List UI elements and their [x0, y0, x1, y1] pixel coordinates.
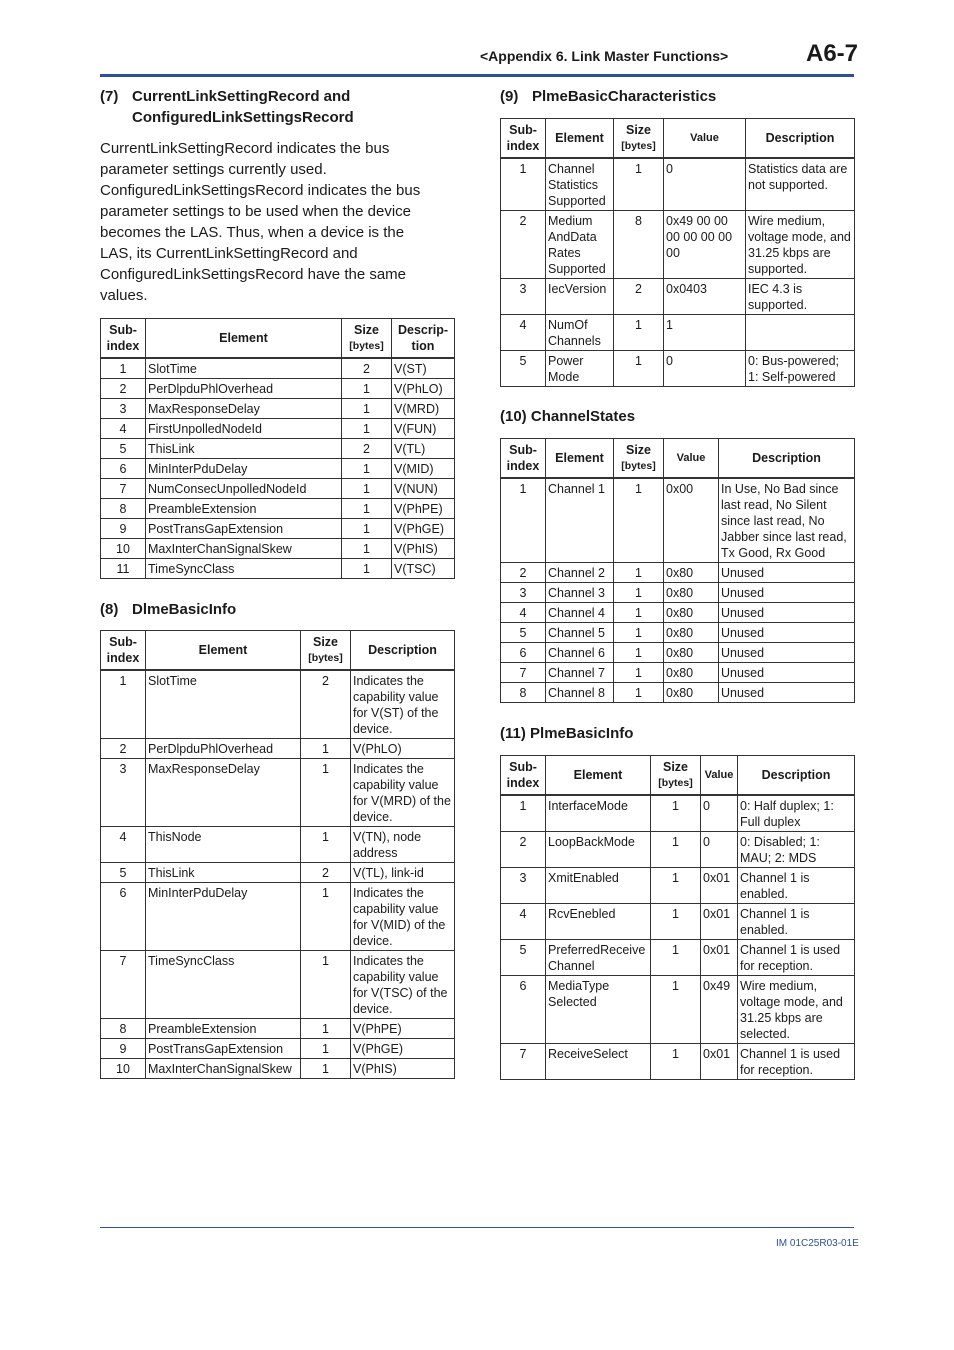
table-row — [501, 583, 855, 603]
table-row — [101, 739, 455, 759]
table-cell: Channel Statistics Supported — [546, 158, 614, 211]
table-cell: 6 — [101, 883, 146, 951]
table-cell: SlotTime — [146, 670, 301, 739]
table-cell: 1 — [651, 940, 701, 976]
table-cell: Indicates the capability value for V(ST) of the device. — [351, 670, 455, 739]
table-cell: PerDlpduPhlOverhead — [146, 379, 342, 399]
table-cell: 2 — [101, 739, 146, 759]
table-cell: V(PhPE) — [351, 1019, 455, 1039]
header-size: Size [bytes] — [342, 319, 392, 359]
table-cell: 1 — [301, 1019, 351, 1039]
table-row — [501, 940, 855, 976]
table-cell: V(TN), node address — [351, 827, 455, 863]
table-cell: 1 — [651, 868, 701, 904]
table-cell: TimeSyncClass — [146, 559, 342, 579]
table-cell: Channel 2 — [546, 563, 614, 583]
table-row — [101, 399, 455, 419]
header-value: Value — [664, 119, 746, 159]
section-title: PlmeBasicCharacteristics — [532, 88, 717, 105]
table-cell: 8 — [101, 499, 146, 519]
table-cell: 0x80 — [664, 583, 719, 603]
table-cell: 9 — [101, 519, 146, 539]
table-cell: Unused — [719, 603, 855, 623]
table-row — [501, 211, 855, 279]
table-cell: PreambleExtension — [146, 1019, 301, 1039]
table-cell: Unused — [719, 563, 855, 583]
header-description: Description — [738, 756, 855, 796]
header-subindex: Sub- index — [101, 319, 146, 359]
table-row — [501, 868, 855, 904]
table-cell: 3 — [501, 868, 546, 904]
header-element: Element — [146, 631, 301, 671]
table-row — [101, 379, 455, 399]
table-cell: 9 — [101, 1039, 146, 1059]
table-cell: 0: Disabled; 1: MAU; 2: MDS — [738, 832, 855, 868]
table-cell: 5 — [501, 940, 546, 976]
right-column — [500, 86, 855, 1080]
table-row — [101, 1019, 455, 1039]
header-element: Element — [546, 756, 651, 796]
table-cell: Unused — [719, 683, 855, 703]
table-cell: 1 — [614, 315, 664, 351]
table-plme-basic-characteristics — [500, 118, 855, 387]
table-cell: IecVersion — [546, 279, 614, 315]
table-cell: 6 — [101, 459, 146, 479]
table-cell: Channel 3 — [546, 583, 614, 603]
table-cell: 1 — [614, 643, 664, 663]
table-cell: 1 — [342, 519, 392, 539]
table-cell: V(NUN) — [392, 479, 455, 499]
table-cell: TimeSyncClass — [146, 951, 301, 1019]
table-cell: 1 — [301, 739, 351, 759]
header-element: Element — [146, 319, 342, 359]
table-cell: 1 — [501, 478, 546, 563]
section-number: (8) — [100, 601, 119, 618]
table-cell: 1 — [651, 1044, 701, 1080]
table-cell: 4 — [501, 315, 546, 351]
section-title: (10) ChannelStates — [500, 408, 636, 425]
table-cell: 1 — [501, 158, 546, 211]
table-header-row — [101, 319, 455, 359]
table-cell: 11 — [101, 559, 146, 579]
table-cell: 0x80 — [664, 603, 719, 623]
table-row — [101, 419, 455, 439]
header-value: Value — [701, 756, 738, 796]
table-row — [501, 623, 855, 643]
header-subindex: Sub- index — [101, 631, 146, 671]
table-cell: 1 — [664, 315, 746, 351]
table-cell: Channel 1 — [546, 478, 614, 563]
table-cell: Channel 1 is used for reception. — [738, 1044, 855, 1080]
table-cell: IEC 4.3 is supported. — [746, 279, 855, 315]
table-cell: Unused — [719, 623, 855, 643]
table-row — [501, 832, 855, 868]
table-cell: 1 — [301, 1039, 351, 1059]
table-cell: 3 — [101, 399, 146, 419]
table-cell: NumOf Channels — [546, 315, 614, 351]
table-cell: 1 — [651, 976, 701, 1044]
table-cell: 1 — [301, 759, 351, 827]
table-cell: 0: Bus-powered; 1: Self-powered — [746, 351, 855, 387]
table-row — [101, 1059, 455, 1079]
table-cell: 7 — [101, 479, 146, 499]
table-row — [101, 883, 455, 951]
header-subindex: Sub- index — [501, 119, 546, 159]
table-cell: 0x80 — [664, 623, 719, 643]
section-number: (9) — [500, 88, 519, 105]
table-cell: 7 — [501, 1044, 546, 1080]
table-row — [501, 1044, 855, 1080]
table-cell: 0 — [701, 795, 738, 832]
table-row — [101, 358, 455, 379]
table-cell: 0x80 — [664, 683, 719, 703]
running-header: <Appendix 6. Link Master Functions> — [480, 48, 729, 64]
table-cell: 3 — [501, 583, 546, 603]
table-cell: 1 — [301, 951, 351, 1019]
table-cell: V(PhGE) — [351, 1039, 455, 1059]
table-cell: 1 — [614, 158, 664, 211]
table-cell: PreferredReceive Channel — [546, 940, 651, 976]
table-cell: 1 — [342, 399, 392, 419]
table-cell: 1 — [101, 358, 146, 379]
section-number: (7) — [100, 88, 119, 105]
table-row — [501, 478, 855, 563]
table-cell: SlotTime — [146, 358, 342, 379]
table-cell: 1 — [614, 563, 664, 583]
table-row — [101, 519, 455, 539]
section-10-heading — [500, 406, 855, 427]
table-cell: 2 — [342, 439, 392, 459]
table-row — [501, 663, 855, 683]
table-cell: PostTransGapExtension — [146, 519, 342, 539]
table-cell: ReceiveSelect — [546, 1044, 651, 1080]
table-cell: 4 — [501, 603, 546, 623]
table-row — [101, 670, 455, 739]
table-row — [501, 603, 855, 623]
table-cell — [746, 315, 855, 351]
table-cell: 1 — [614, 683, 664, 703]
header-element: Element — [546, 119, 614, 159]
header-description: Description — [746, 119, 855, 159]
table-cell: MediaType Selected — [546, 976, 651, 1044]
table-row — [501, 563, 855, 583]
table-cell: 1 — [342, 459, 392, 479]
table-header-row — [501, 439, 855, 479]
table-cell: 1 — [301, 883, 351, 951]
table-cell: Channel 1 is enabled. — [738, 868, 855, 904]
table-row — [101, 459, 455, 479]
table-row — [501, 976, 855, 1044]
table-row — [101, 539, 455, 559]
table-cell: PreambleExtension — [146, 499, 342, 519]
table-row — [101, 863, 455, 883]
table-cell: RcvEnebled — [546, 904, 651, 940]
table-cell: 1 — [614, 663, 664, 683]
table-cell: 0x01 — [701, 868, 738, 904]
table-cell: 1 — [651, 795, 701, 832]
table-cell: 8 — [614, 211, 664, 279]
table-cell: 0x01 — [701, 940, 738, 976]
table-cell: XmitEnabled — [546, 868, 651, 904]
table-cell: 0x01 — [701, 904, 738, 940]
table-cell: 3 — [501, 279, 546, 315]
table-cell: Unused — [719, 663, 855, 683]
table-cell: 2 — [342, 358, 392, 379]
header-description: Description — [719, 439, 855, 479]
table-cell: 0x49 — [701, 976, 738, 1044]
table-cell: 1 — [342, 499, 392, 519]
table-cell: Wire medium, voltage mode, and 31.25 kbps are selected. — [738, 976, 855, 1044]
table-cell: 1 — [614, 603, 664, 623]
table-cell: Indicates the capability value for V(TSC) of the device. — [351, 951, 455, 1019]
header-subindex: Sub- index — [501, 439, 546, 479]
table-cell: V(FUN) — [392, 419, 455, 439]
table-cell: 0 — [664, 158, 746, 211]
table-cell: Unused — [719, 643, 855, 663]
table-cell: PostTransGapExtension — [146, 1039, 301, 1059]
header-element: Element — [546, 439, 614, 479]
header-size: Size [bytes] — [301, 631, 351, 671]
table-cell: NumConsecUnpolledNodeId — [146, 479, 342, 499]
section-8-heading — [100, 599, 455, 620]
table-cell: 0x80 — [664, 643, 719, 663]
table-cell: Unused — [719, 583, 855, 603]
table-cell: 0x80 — [664, 663, 719, 683]
table-cell: MaxInterChanSignalSkew — [146, 1059, 301, 1079]
page-number: A6-7 — [806, 40, 859, 67]
header-size: Size [bytes] — [614, 119, 664, 159]
table-cell: 8 — [501, 683, 546, 703]
table-cell: Channel 1 is enabled. — [738, 904, 855, 940]
table-channel-states — [500, 438, 855, 703]
header-value: Value — [664, 439, 719, 479]
table-cell: PerDlpduPhlOverhead — [146, 739, 301, 759]
table-cell: 10 — [101, 539, 146, 559]
table-cell: 4 — [101, 827, 146, 863]
table-cell: 2 — [101, 379, 146, 399]
table-cell: Wire medium, voltage mode, and 31.25 kbps are supported. — [746, 211, 855, 279]
table-row — [501, 158, 855, 211]
table-row — [501, 683, 855, 703]
table-row — [501, 315, 855, 351]
table-cell: 3 — [101, 759, 146, 827]
table-cell: 2 — [301, 670, 351, 739]
table-cell: 1 — [651, 904, 701, 940]
table-cell: Indicates the capability value for V(MID) of the device. — [351, 883, 455, 951]
table-cell: MaxResponseDelay — [146, 399, 342, 419]
table-cell: 0 — [664, 351, 746, 387]
table-cell: 1 — [651, 832, 701, 868]
table-row — [501, 904, 855, 940]
table-cell: 1 — [501, 795, 546, 832]
table-cell: 0x80 — [664, 563, 719, 583]
table-cell: 1 — [342, 539, 392, 559]
table-cell: 7 — [101, 951, 146, 1019]
table-header-row — [101, 631, 455, 671]
footer-rule — [100, 1227, 854, 1228]
table-cell: V(MID) — [392, 459, 455, 479]
table-cell: 2 — [301, 863, 351, 883]
table-cell: Channel 6 — [546, 643, 614, 663]
table-cell: 7 — [501, 663, 546, 683]
table-cell: LoopBackMode — [546, 832, 651, 868]
table-cell: MaxResponseDelay — [146, 759, 301, 827]
header-size: Size [bytes] — [651, 756, 701, 796]
table-cell: Channel 7 — [546, 663, 614, 683]
table-cell: 1 — [342, 559, 392, 579]
table-cell: 8 — [101, 1019, 146, 1039]
table-cell: 6 — [501, 643, 546, 663]
section-11-heading — [500, 723, 855, 744]
table-cell: 5 — [501, 623, 546, 643]
table-cell: 0x0403 — [664, 279, 746, 315]
table-cell: V(MRD) — [392, 399, 455, 419]
table-cell: 4 — [501, 904, 546, 940]
table-cell: MinInterPduDelay — [146, 459, 342, 479]
table-cell: 2 — [501, 832, 546, 868]
table-cell: 4 — [101, 419, 146, 439]
table-cell: 1 — [614, 478, 664, 563]
table-cell: V(ST) — [392, 358, 455, 379]
table-cell: V(TSC) — [392, 559, 455, 579]
table-cell: MinInterPduDelay — [146, 883, 301, 951]
section-7-paragraph: CurrentLinkSettingRecord indicates the bus parameter settings currently used. ConfiguredLinkSettingsRecord indicates the bus parameter settings to be used when the device becomes the LAS. Thus, when a device is the LAS, its CurrentLinkSettingRecord and ConfiguredLinkSettingsRecord have the same values. — [100, 140, 421, 304]
table-cell: 0x49 00 00 00 00 00 00 00 — [664, 211, 746, 279]
section-9-heading — [500, 86, 855, 107]
table-cell: 0: Half duplex; 1: Full duplex — [738, 795, 855, 832]
table-cell: V(PhLO) — [392, 379, 455, 399]
table-cell: 1 — [342, 419, 392, 439]
table-cell: 0 — [701, 832, 738, 868]
table-cell: 1 — [301, 1059, 351, 1079]
table-plme-basic-info — [500, 755, 855, 1080]
table-header-row — [501, 756, 855, 796]
table-cell: 1 — [614, 351, 664, 387]
table-row — [101, 479, 455, 499]
table-cell: 6 — [501, 976, 546, 1044]
table-row — [501, 279, 855, 315]
table-cell: 2 — [501, 563, 546, 583]
table-cell: 1 — [101, 670, 146, 739]
table-row — [101, 759, 455, 827]
document-id: IM 01C25R03-01E — [776, 1238, 859, 1249]
table-cell: 1 — [342, 379, 392, 399]
table-cell: 1 — [614, 623, 664, 643]
table-cell: Statistics data are not supported. — [746, 158, 855, 211]
table-cell: 1 — [342, 479, 392, 499]
table-cell: FirstUnpolledNodeId — [146, 419, 342, 439]
table-cell: 5 — [501, 351, 546, 387]
table-row — [501, 643, 855, 663]
table-cell: 1 — [614, 583, 664, 603]
table-link-setting-record — [100, 318, 455, 579]
header-description: Description — [351, 631, 455, 671]
header-rule — [100, 74, 854, 77]
table-row — [101, 827, 455, 863]
table-cell: 5 — [101, 863, 146, 883]
table-cell: 1 — [301, 827, 351, 863]
section-7-heading — [100, 86, 455, 128]
table-dlme-basic-info — [100, 630, 455, 1079]
table-row — [101, 439, 455, 459]
table-cell: 0x01 — [701, 1044, 738, 1080]
table-cell: Channel 8 — [546, 683, 614, 703]
table-cell: Indicates the capability value for V(MRD) of the device. — [351, 759, 455, 827]
table-cell: Medium AndData Rates Supported — [546, 211, 614, 279]
table-cell: V(PhIS) — [392, 539, 455, 559]
table-cell: 2 — [501, 211, 546, 279]
table-header-row — [501, 119, 855, 159]
table-cell: V(PhPE) — [392, 499, 455, 519]
left-column — [100, 86, 455, 1079]
header-size: Size [bytes] — [614, 439, 664, 479]
table-row — [101, 559, 455, 579]
table-row — [101, 499, 455, 519]
table-cell: 0x00 — [664, 478, 719, 563]
table-cell: 10 — [101, 1059, 146, 1079]
table-cell: V(PhGE) — [392, 519, 455, 539]
table-cell: Power Mode — [546, 351, 614, 387]
table-cell: In Use, No Bad since last read, No Silent since last read, No Jabber since last read, Tx Good, Rx Good — [719, 478, 855, 563]
table-cell: 5 — [101, 439, 146, 459]
section-title: (11) PlmeBasicInfo — [500, 725, 634, 742]
header-description: Descrip- tion — [392, 319, 455, 359]
section-title: DlmeBasicInfo — [132, 601, 237, 618]
table-row — [501, 351, 855, 387]
table-cell: ThisLink — [146, 439, 342, 459]
section-title: CurrentLinkSettingRecord and ConfiguredLinkSettingsRecord — [132, 88, 354, 126]
table-cell: 2 — [614, 279, 664, 315]
table-cell: Channel 4 — [546, 603, 614, 623]
table-row — [501, 795, 855, 832]
table-cell: MaxInterChanSignalSkew — [146, 539, 342, 559]
table-cell: Channel 5 — [546, 623, 614, 643]
table-cell: V(PhLO) — [351, 739, 455, 759]
table-row — [101, 1039, 455, 1059]
table-cell: InterfaceMode — [546, 795, 651, 832]
table-cell: ThisNode — [146, 827, 301, 863]
table-cell: V(PhIS) — [351, 1059, 455, 1079]
header-subindex: Sub- index — [501, 756, 546, 796]
table-cell: V(TL) — [392, 439, 455, 459]
table-cell: V(TL), link-id — [351, 863, 455, 883]
table-row — [101, 951, 455, 1019]
table-cell: ThisLink — [146, 863, 301, 883]
table-cell: Channel 1 is used for reception. — [738, 940, 855, 976]
